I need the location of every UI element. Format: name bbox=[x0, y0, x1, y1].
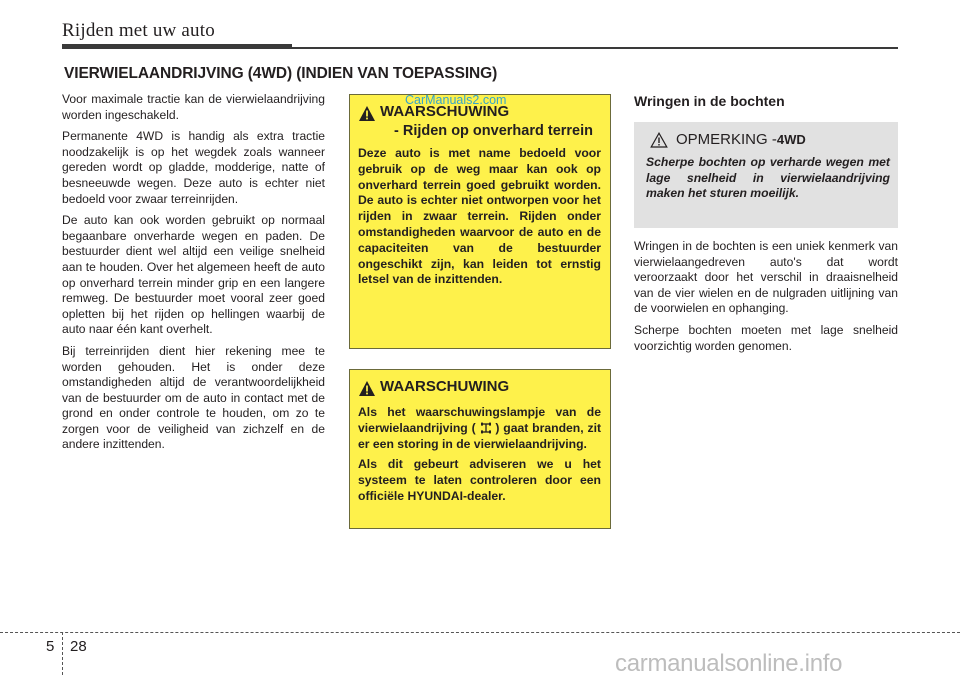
chapter-number: 5 bbox=[46, 638, 55, 655]
watermark-bottom: carmanualsonline.info bbox=[615, 650, 843, 677]
watermark-top: CarManuals2.com bbox=[405, 93, 507, 107]
footer-divider bbox=[62, 632, 63, 675]
warning-box-4wd-lamp bbox=[349, 369, 611, 529]
4wd-warning-lamp-icon bbox=[480, 422, 492, 434]
header-rule-thin bbox=[292, 47, 898, 49]
paragraph: Scherpe bochten moeten met lage snelheid voorzichtig worden genomen. bbox=[634, 322, 898, 353]
warning-triangle-icon bbox=[358, 380, 376, 397]
warning-triangle-icon bbox=[358, 105, 376, 122]
right-column bbox=[634, 239, 898, 360]
paragraph: Permanente 4WD is handig als extra tractie noodzakelijk is op het wegdek zoals wanneer gereden wordt op gladde, modderige, natte of besneeuwde wegen. Deze auto is echter niet bedoeld voor zwaar terreinrijden. bbox=[62, 129, 325, 206]
warning-title: WAARSCHUWING bbox=[380, 103, 510, 120]
paragraph: Voor maximale tractie kan de vierwielaandrijving worden ingeschakeld. bbox=[62, 92, 325, 122]
note-body: Scherpe bochten op verharde wegen met lage snelheid in vierwielaandrijving maken het sturen moeilijk. bbox=[646, 155, 890, 201]
note-header bbox=[650, 131, 890, 148]
paragraph: Wringen in de bochten is een uniek kenmerk van vierwielaangedreven auto's dat wordt veroorzaakt door het verschil in draaisnelheid van de vier wielen en de nulgraden uitlijning van de voorwielen en ophanging. bbox=[634, 239, 898, 316]
subsection-heading: Wringen in de bochten bbox=[634, 93, 785, 109]
left-column bbox=[62, 92, 325, 459]
chapter-title: Rijden met uw auto bbox=[62, 20, 215, 41]
warning-body: Als dit gebeurt adviseren we u het systeem te laten controleren door een officiële HYUNDAI-dealer. bbox=[358, 457, 601, 503]
footer-rule bbox=[0, 632, 960, 633]
caution-triangle-icon bbox=[650, 132, 668, 148]
note-title: OPMERKING - bbox=[676, 131, 777, 148]
note-box bbox=[634, 122, 898, 228]
warning-title: WAARSCHUWING bbox=[380, 378, 510, 395]
warning-body bbox=[358, 405, 601, 452]
page-number: 28 bbox=[70, 638, 87, 655]
header-rule-thick bbox=[62, 44, 292, 49]
warning-body-part: Als het waarschuwingslampje van de vierwielaandrijving ( bbox=[358, 405, 601, 435]
warning-box-offroad bbox=[349, 94, 611, 349]
warning-body-part: ) gaat branden, zit er een storing in de vierwielaandrijving. bbox=[358, 420, 602, 451]
note-title-suffix: 4WD bbox=[776, 132, 806, 147]
warning-header bbox=[358, 378, 601, 397]
section-title: VIERWIELAANDRIJVING (4WD) (INDIEN VAN TOEPASSING) bbox=[64, 65, 498, 82]
paragraph: Bij terreinrijden dient hier rekening mee te worden gehouden. Het is onder deze omstandigheden altijd de verantwoordelijkheid van de bestuurder om de auto in contact met de grond en onder controle te houden, om zo te zorgen voor de veiligheid van zichzelf en de andere inzittenden. bbox=[62, 343, 325, 452]
paragraph: De auto kan ook worden gebruikt op normaal begaanbare onverharde wegen en paden. De bestuurder dient wel altijd een veilige snelheid aan te houden. Over het algemeen heeft de auto op onverhard terrein minder grip en een langere remweg. De bestuurder moet vooral zeer goed opletten bij het rijden op hellingen waarbij de auto naar één kant overhelt. bbox=[62, 213, 325, 337]
warning-body: Deze auto is met name bedoeld voor gebruik op de weg maar kan ook op onverhard terrein goed gebruikt worden. De auto is echter niet ontworpen voor het rijden in zwaar terrein. Rijden onder omstandigheden waarvoor de auto en de capaciteiten van de bestuurder ongeschikt zijn, kan leiden tot ernstig letsel van de inzittenden. bbox=[358, 146, 601, 287]
warning-subtitle: - Rijden op onverhard terrein bbox=[394, 123, 593, 139]
